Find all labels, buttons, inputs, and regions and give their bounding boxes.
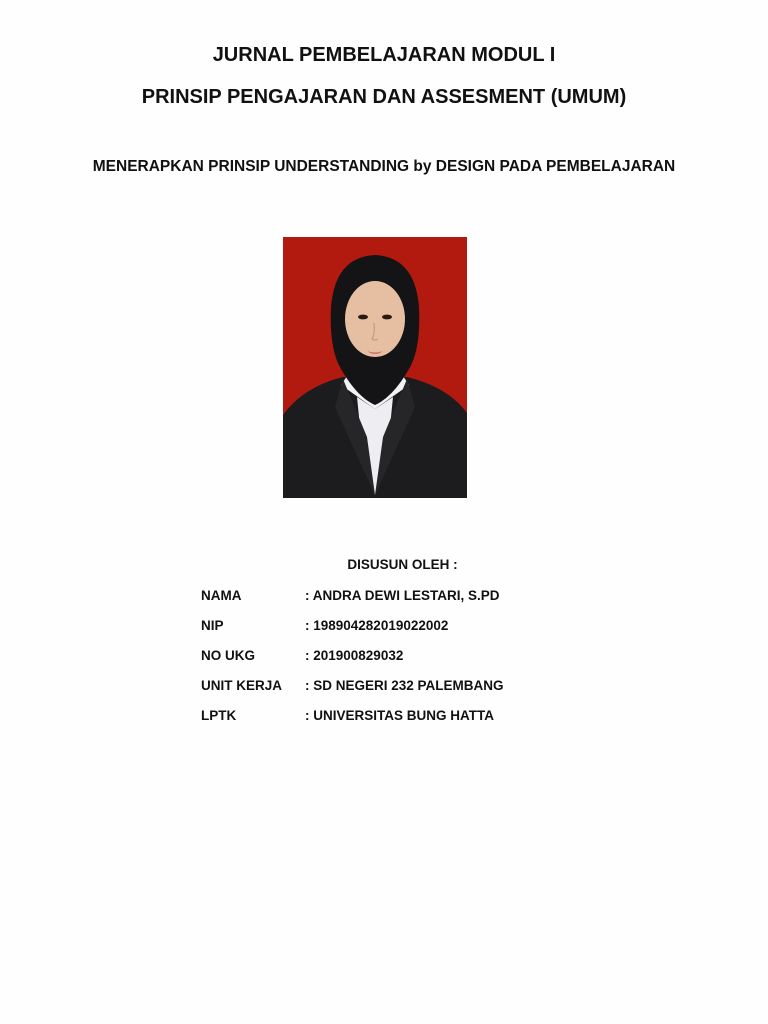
author-portrait-photo [283,237,467,498]
author-info-value: : 201900829032 [305,648,404,663]
author-info-label: NAMA [201,588,242,603]
author-info-value: : SD NEGERI 232 PALEMBANG [305,678,504,693]
document-title-line-1: JURNAL PEMBELAJARAN MODUL I [212,44,556,66]
author-info-label: NIP [201,618,224,633]
author-info-value: : ANDRA DEWI LESTARI, S.PD [305,588,500,603]
author-info-label: LPTK [201,708,237,723]
document-title-line-2: PRINSIP PENGAJARAN DAN ASSESMENT (UMUM) [141,86,627,108]
author-info-label: UNIT KERJA [201,678,283,693]
author-info-label: NO UKG [201,648,255,663]
author-info-value: : 198904282019022002 [305,618,449,633]
author-section-heading: DISUSUN OLEH : [347,557,458,572]
author-info-value: : UNIVERSITAS BUNG HATTA [305,708,494,723]
document-subtitle: MENERAPKAN PRINSIP UNDERSTANDING by DESIGN PADA PEMBELAJARAN [92,158,676,175]
